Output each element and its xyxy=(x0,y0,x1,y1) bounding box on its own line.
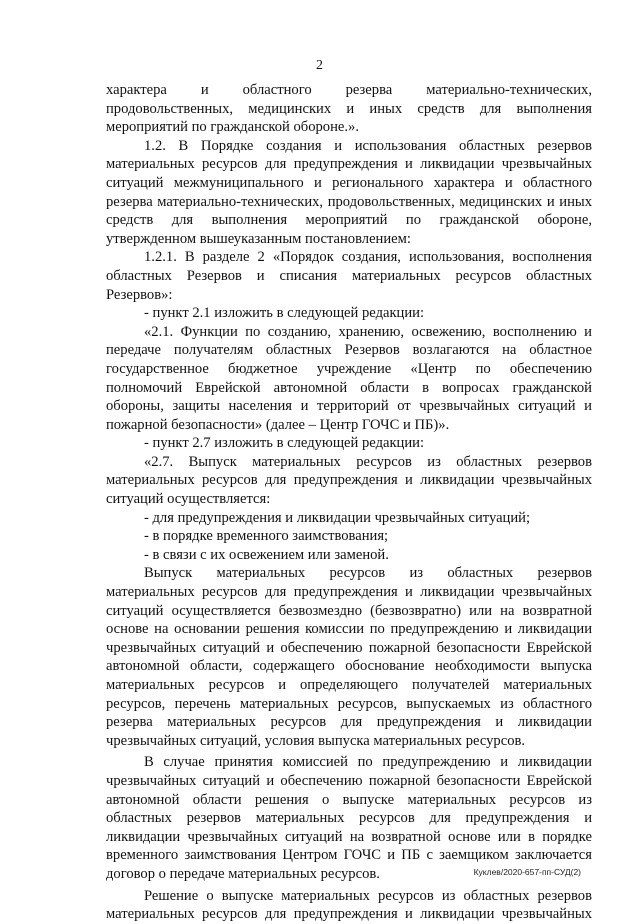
text-line: средств для выполнения мероприятий по гражданской обороне, xyxy=(106,212,592,229)
text-line: материальных ресурсов для предупреждения и ликвидации чрезвычайных xyxy=(106,584,592,601)
list-item: - в порядке временного заимствования; xyxy=(144,528,389,545)
paragraph-first-line: Решение о выпуске материальных ресурсов из областных резервов xyxy=(144,887,592,904)
text-line: ликвидации чрезвычайных ситуаций на возвратной основе или в порядке xyxy=(106,828,592,845)
paragraph-first-line: - пункт 2.1 изложить в следующей редакции: xyxy=(144,305,425,322)
text-line: чрезвычайных ситуаций и обеспечению пожарной безопасности Еврейской xyxy=(106,772,592,789)
paragraph-first-line: - пункт 2.7 изложить в следующей редакции: xyxy=(144,435,425,452)
paragraph-first-line: Выпуск материальных ресурсов из областных резервов xyxy=(144,565,592,582)
text-line: основе на основании решения комиссии по предупреждению и ликвидации xyxy=(106,621,592,638)
text-line: областных Резервов и списания материальных ресурсов областных xyxy=(106,267,592,284)
text-line: ситуаций осуществляется: xyxy=(106,491,271,508)
paragraph-first-line: 1.2. В Порядке создания и использования областных резервов xyxy=(144,137,592,154)
text-line: Резервов»: xyxy=(106,286,173,303)
text-line: чрезвычайных ситуаций, условия выпуска материальных ресурсов. xyxy=(106,732,526,749)
text-line: ситуаций осуществляется безвозмездно (безвозвратно) или на возвратной xyxy=(106,602,592,619)
text-line: утвержденном вышеуказанным постановлением: xyxy=(106,230,411,247)
text-line: ситуаций межмуниципального и регионального характера и областного xyxy=(106,174,592,191)
text-line: областных резервов материальных ресурсов для предупреждения и xyxy=(106,810,592,827)
text-line: обороны, защиты населения и территорий от чрезвычайных ситуаций и xyxy=(106,398,592,415)
text-line: временного заимствования Центром ГОЧС и ПБ с заемщиком заключается xyxy=(106,847,592,864)
list-item: - в связи с их освежением или заменой. xyxy=(144,546,389,563)
paragraph-first-line: В случае принятия комиссией по предупреждению и ликвидации xyxy=(144,754,592,771)
text-line: материальных ресурсов и определяющего получателей материальных xyxy=(106,677,592,693)
document-body xyxy=(106,81,592,924)
text-line: характера и областного резерва материально-технических, xyxy=(106,82,592,98)
paragraph-first-line: «2.1. Функции по созданию, хранению, освежению, восполнению и xyxy=(144,323,592,340)
text-line: автономной области решения о выпуске материальных ресурсов из xyxy=(106,791,592,808)
text-line: автономной области, содержащего обоснование необходимости выпуска xyxy=(106,658,592,675)
text-line: ресурсов, перечень материальных ресурсов, выпускаемых из областного xyxy=(106,695,592,712)
text-line: чрезвычайных ситуаций и обеспечению пожарной безопасности Еврейской xyxy=(106,639,592,656)
text-line: резерва материально-технических, продовольственных, медицинских и иных xyxy=(106,193,592,210)
text-line: государственное бюджетное учреждение «Центр по обеспечению xyxy=(106,360,592,377)
text-line: договор о передаче материальных ресурсов. xyxy=(106,865,380,882)
page-number: 2 xyxy=(316,58,323,73)
paragraph-first-line: «2.7. Выпуск материальных ресурсов из областных резервов xyxy=(144,453,592,470)
text-line: продовольственных, медицинских и иных средств для выполнения xyxy=(106,100,592,117)
text-line: резерва материальных ресурсов для предупреждения и ликвидации xyxy=(106,714,592,731)
list-item: - для предупреждения и ликвидации чрезвычайных ситуаций; xyxy=(144,509,531,526)
text-line: пожарной безопасности» (далее – Центр ГОЧС и ПБ)». xyxy=(106,416,450,433)
text-line: материальных ресурсов для предупреждения и ликвидации чрезвычайных xyxy=(106,472,592,489)
paragraph-first-line: 1.2.1. В разделе 2 «Порядок создания, использования, восполнения xyxy=(144,249,592,266)
text-line: передаче получателям областных Резервов возлагаются на областное xyxy=(106,342,592,359)
text-line: мероприятий по гражданской обороне.». xyxy=(106,119,359,136)
text-line: материальных ресурсов для предупреждения и ликвидации чрезвычайных xyxy=(106,906,592,923)
text-line: материальных ресурсов для предупреждения и ликвидации чрезвычайных xyxy=(106,156,592,173)
document-footer-code: Куклев/2020-657-пп-СУД(2) xyxy=(473,867,581,877)
text-line: полномочий Еврейской автономной области в вопросах гражданской xyxy=(106,379,592,396)
